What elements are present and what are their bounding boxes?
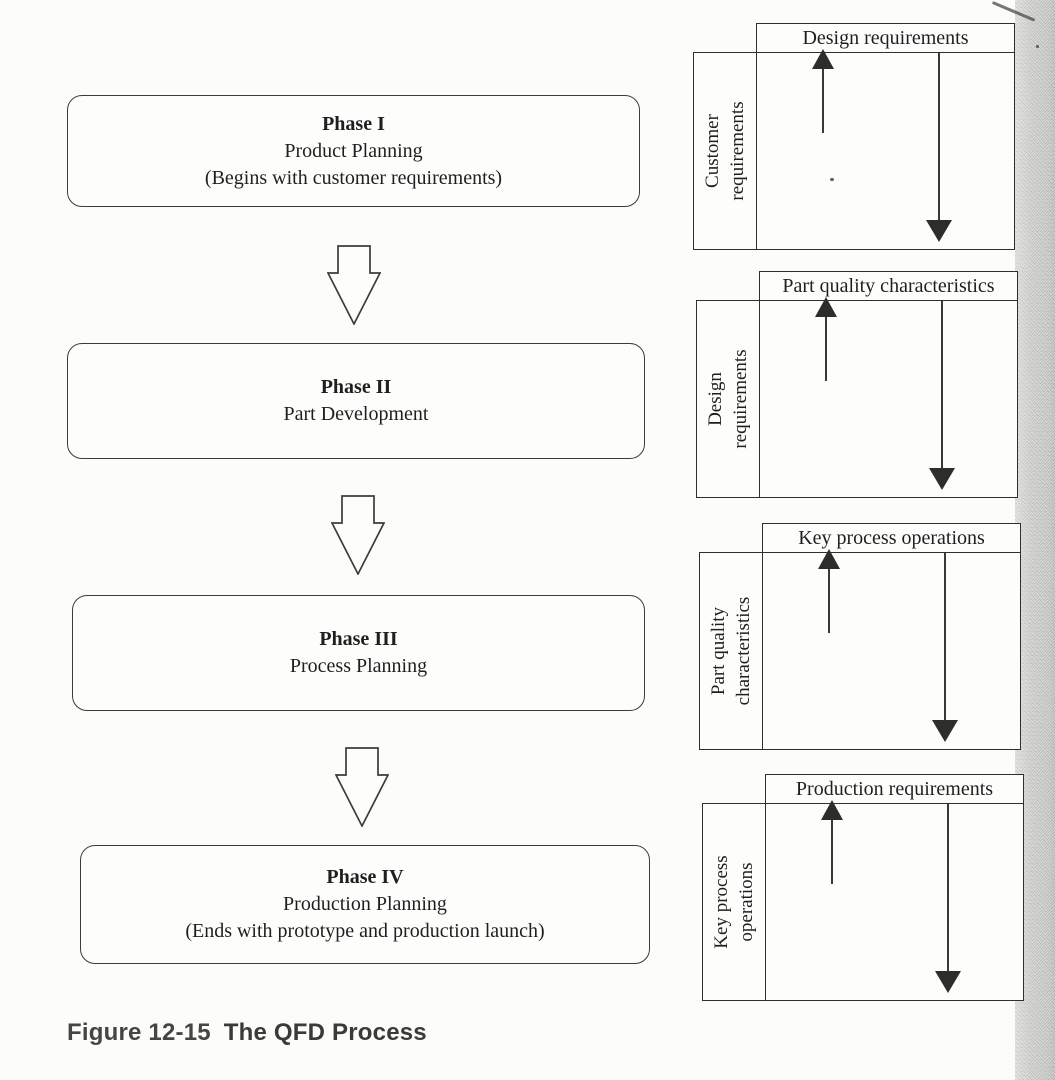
matrix-3-side-column: [700, 553, 763, 749]
down-arrow-icon: [947, 804, 949, 974]
matrix-1-customer-to-design: [693, 23, 1015, 251]
matrix-3-body: [699, 552, 1021, 750]
matrix-2-side-label: Design requirements: [705, 349, 751, 449]
up-arrow-icon: [822, 65, 824, 133]
matrix-4-top-label-text: Production requirements: [795, 777, 994, 800]
down-arrow-icon: [941, 301, 943, 471]
phase-4-title: Phase IV: [326, 866, 404, 888]
scan-speck: [830, 178, 834, 181]
phase-1-box: [67, 95, 640, 207]
up-arrow-icon: [828, 565, 830, 633]
matrix-2-body: [696, 300, 1018, 498]
matrix-3-top-label: [762, 523, 1021, 553]
up-arrow-icon: [815, 297, 837, 317]
matrix-1-body: [693, 52, 1015, 250]
phase-4-subtitle: Production Planning: [283, 893, 447, 915]
up-arrow-icon: [757, 131, 823, 133]
matrix-2-top-label: [759, 271, 1018, 301]
matrix-3-part-to-process: [699, 523, 1021, 751]
matrix-3-top-label-text: Key process operations: [798, 526, 985, 549]
phase-2-title: Phase II: [320, 376, 392, 398]
down-arrow-icon: [938, 53, 940, 223]
up-arrow-icon: [760, 379, 826, 381]
phase-1-note: (Begins with customer requirements): [204, 166, 503, 189]
matrix-2-design-to-part: [696, 271, 1018, 499]
down-arrow-icon: [926, 220, 952, 242]
down-block-arrow-icon: [327, 245, 381, 325]
phase-3-box: [72, 595, 645, 711]
down-block-arrow-icon: [335, 747, 389, 827]
figure-caption: [67, 1019, 427, 1047]
figure-caption-title: The QFD Process: [223, 1019, 427, 1046]
down-arrow-icon: [929, 468, 955, 490]
phase-2-box: [67, 343, 645, 459]
up-arrow-icon: [763, 631, 829, 633]
matrix-4-top-label: [765, 774, 1024, 804]
down-arrow-icon: [935, 971, 961, 993]
matrix-4-body: [702, 803, 1024, 1001]
matrix-1-side-label: Customer requirements: [702, 101, 748, 201]
down-block-arrow-icon: [331, 495, 385, 575]
up-arrow-icon: [766, 882, 832, 884]
phase-3-title: Phase III: [319, 628, 398, 650]
phase-2-subtitle: Part Development: [283, 403, 429, 425]
figure-caption-number: Figure 12-15: [67, 1019, 211, 1046]
phase-1-title: Phase I: [322, 112, 385, 135]
up-arrow-icon: [825, 313, 827, 381]
matrix-4-process-to-production: [702, 774, 1024, 1002]
down-arrow-icon: [944, 553, 946, 723]
up-arrow-icon: [821, 800, 843, 820]
matrix-4-side-label: Key process operations: [711, 855, 757, 949]
phase-1-subtitle: Product Planning: [284, 139, 423, 162]
matrix-1-top-label: [756, 23, 1015, 53]
matrix-1-side-column: [694, 53, 757, 249]
up-arrow-icon: [831, 816, 833, 884]
down-arrow-icon: [932, 720, 958, 742]
matrix-2-side-column: [697, 301, 760, 497]
phase-4-box: [80, 845, 650, 964]
matrix-1-top-label-text: Design requirements: [802, 26, 969, 49]
phase-3-subtitle: Process Planning: [289, 655, 428, 677]
matrix-4-side-column: [703, 804, 766, 1000]
scan-speck: [1036, 45, 1039, 48]
matrix-2-top-label-text: Part quality characteristics: [782, 274, 995, 297]
up-arrow-icon: [812, 49, 834, 69]
matrix-3-side-label: Part quality characteristics: [708, 596, 754, 706]
up-arrow-icon: [818, 549, 840, 569]
phase-4-note: (Ends with prototype and production launch): [185, 920, 545, 942]
